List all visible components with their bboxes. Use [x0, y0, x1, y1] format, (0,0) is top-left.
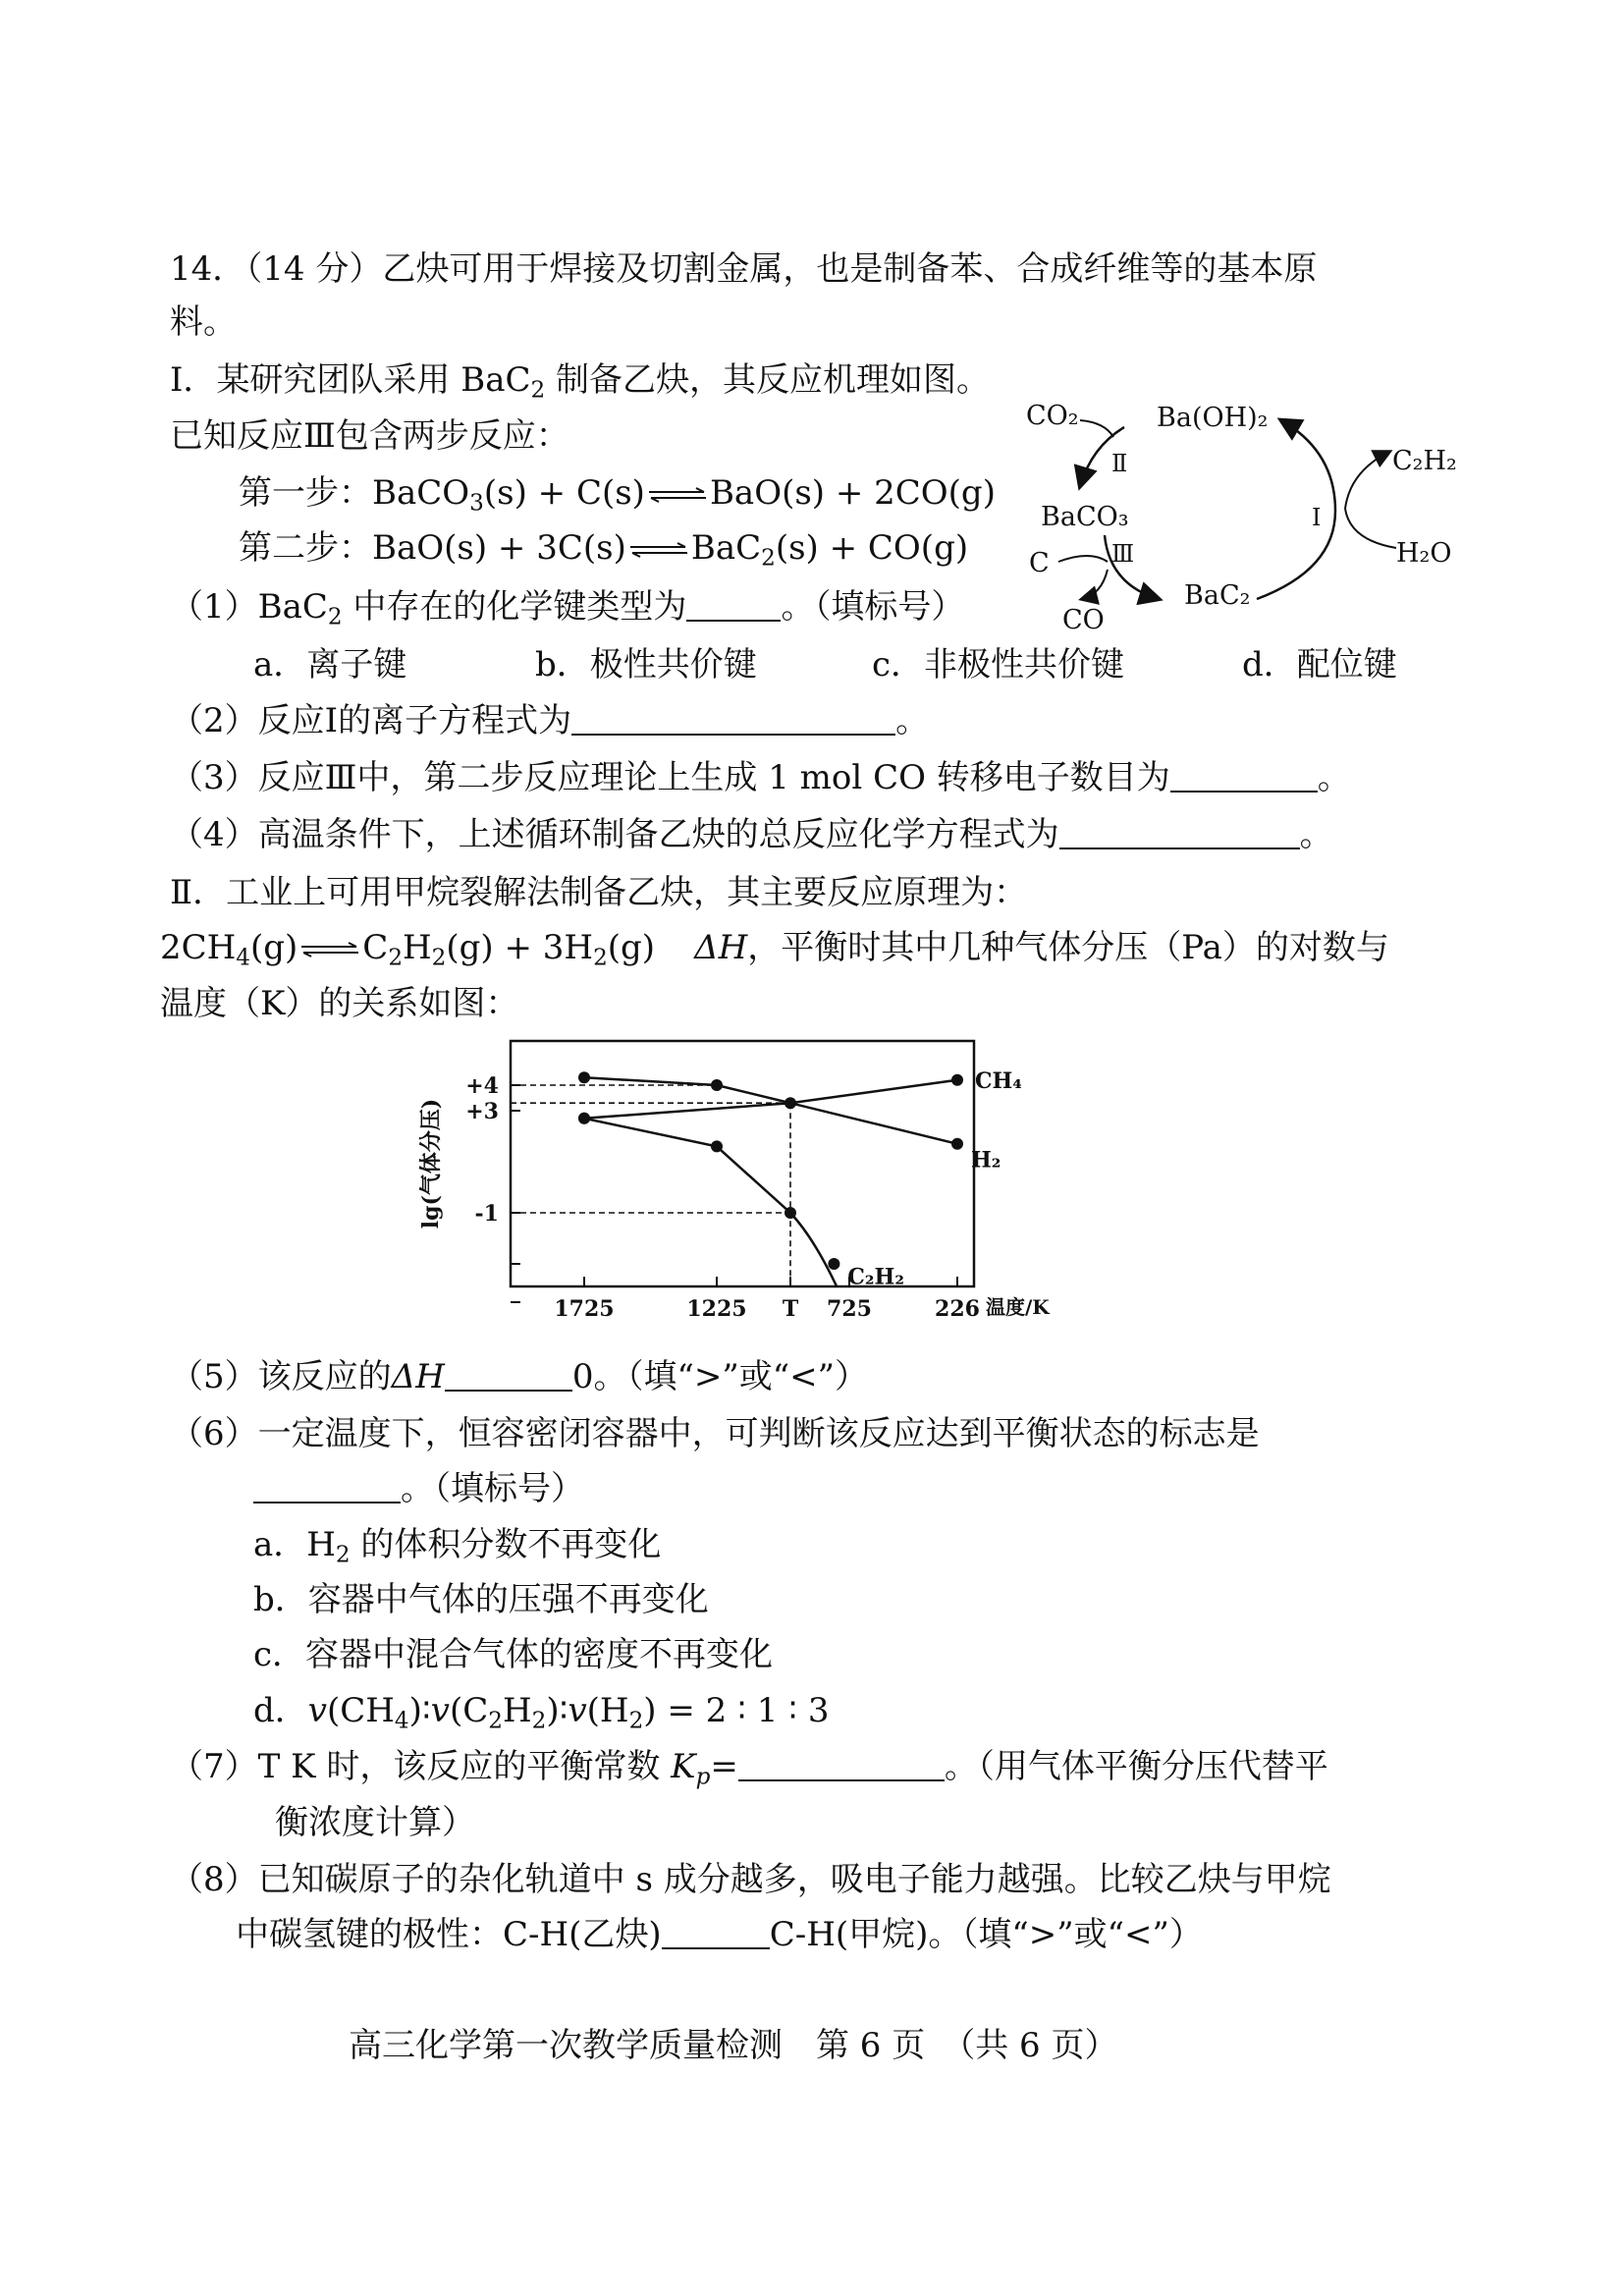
series-label-c2h2: C₂H₂	[847, 1264, 904, 1290]
x-axis-label: 温度/K	[986, 1295, 1050, 1319]
equilibrium-arrow-icon	[628, 543, 689, 557]
step1-equation: 第一步：BaCO$_3$(s) + C(s) BaO(s) + 2CO(g)	[239, 473, 996, 517]
equilibrium-arrow-icon	[299, 943, 360, 957]
roman-ii-label: Ⅱ	[1111, 450, 1128, 477]
x-tick-label: T	[782, 1296, 799, 1322]
series-line-h2	[584, 1103, 957, 1144]
q8-line1: （8）已知碳原子的杂化轨道中 s 成分越多，吸电子能力越强。比较乙炔与甲烷	[170, 1860, 1331, 1899]
series-label-ch4: CH₄	[975, 1067, 1022, 1094]
q2-line: （2）反应Ⅰ的离子方程式为 。	[170, 701, 930, 740]
q6-option-a: a．$H_2$ 的体积分数不再变化	[253, 1525, 662, 1568]
part2-line3: 温度（K）的关系如图：	[160, 984, 519, 1023]
q4-line: （4）高温条件下，上述循环制备乙炔的总反应化学方程式为 。	[170, 815, 1333, 854]
q6-blank-line: 。（填标号）	[253, 1467, 584, 1510]
x-tick-label: 725	[827, 1296, 872, 1322]
y-axis-label: lg(气体分压)	[418, 1098, 444, 1230]
partial-pressure-chart	[403, 1026, 1050, 1322]
q7-line: （7）T K 时，该反应的平衡常数 $K_p=$ 。（用气体平衡分压代替平	[170, 1747, 1328, 1790]
data-point-c2h2	[578, 1113, 590, 1124]
baoh2-label: Ba(OH)₂	[1157, 403, 1269, 433]
part2-heading: Ⅱ．工业上可用甲烷裂解法制备乙炔，其主要反应原理为：	[170, 873, 1028, 912]
h2o-label: H₂O	[1396, 538, 1452, 569]
part2-equation: $2CH_4(g) C_2H_2(g) + 3H_2(g)$ ΔH，平衡时其中几种气体分压（Pa）的对数与	[160, 928, 1389, 971]
q1-option-b: b．极性共价键	[535, 645, 757, 684]
q7-line2: 衡浓度计算）	[275, 1803, 475, 1842]
q1-option-d: d．配位键	[1242, 645, 1397, 684]
data-point-h2	[951, 1138, 963, 1150]
q1-line: （1）BaC$_2$ 中存在的化学键类型为 。（填标号）	[170, 587, 965, 630]
part1-known: 已知反应Ⅲ包含两步反应：	[170, 416, 569, 456]
x-tick-label: 1225	[686, 1296, 747, 1322]
q5-answer-blank[interactable]	[445, 1360, 572, 1392]
series-line-ch4	[584, 1077, 957, 1103]
roman-iii-label: Ⅲ	[1111, 540, 1135, 568]
q1-answer-blank[interactable]	[686, 590, 781, 622]
y-tick-label: -1	[474, 1201, 499, 1227]
q2-answer-blank[interactable]	[571, 704, 895, 736]
q4-answer-blank[interactable]	[1059, 818, 1300, 849]
q6-line: （6）一定温度下，恒容密闭容器中，可判断该反应达到平衡状态的标志是	[170, 1414, 1260, 1453]
page-footer: 高三化学第一次教学质量检测 第 6 页 （共 6 页）	[349, 2026, 1118, 2065]
bac2-label: BaC₂	[1184, 580, 1251, 611]
data-point-ch4	[711, 1079, 723, 1091]
part1-heading: Ⅰ．某研究团队采用 BaC$_2$ 制备乙炔，其反应机理如图。	[170, 360, 991, 404]
equilibrium-arrow-icon	[647, 488, 708, 502]
data-point-c2h2	[828, 1258, 839, 1270]
series-label-h2: H₂	[971, 1147, 1001, 1174]
question-number: 14．	[170, 249, 246, 289]
data-point-c2h2	[784, 1207, 796, 1219]
q8-answer-blank[interactable]	[662, 1918, 770, 1949]
question-intro-line-1: 14．（14 分）乙炔可用于焊接及切割金属，也是制备苯、合成纤维等的基本原	[170, 249, 1318, 289]
q1-option-a: a．离子键	[253, 645, 407, 684]
step-i-arrow-icon	[1257, 420, 1335, 599]
q6-option-d: d．$v(CH_4)∶v(C_2H_2)∶v(H_2) = 2$ ∶ 1 ∶ 3	[253, 1691, 830, 1734]
question-points: （14 分）	[245, 249, 383, 289]
data-point-c2h2	[711, 1140, 723, 1152]
q3-line: （3）反应Ⅲ中，第二步反应理论上生成 1 mol CO 转移电子数目为 。	[170, 758, 1351, 797]
data-point-ch4	[578, 1071, 590, 1083]
x-tick-label: 1725	[554, 1296, 615, 1322]
y-tick-label: +4	[465, 1073, 499, 1099]
x-tick-label: 226	[935, 1296, 980, 1322]
co2-label: CO₂	[1026, 401, 1079, 431]
carbon-label: C	[1029, 548, 1050, 578]
roman-i-label: Ⅰ	[1312, 504, 1322, 531]
q6-answer-blank[interactable]	[253, 1472, 401, 1503]
step2-equation: 第二步：BaO(s) + 3C(s) BaC$_2$(s) + CO(g)	[239, 528, 969, 572]
baco3-label: BaCO₃	[1041, 502, 1129, 532]
data-point-ch4	[951, 1074, 963, 1086]
q6-option-c: c．容器中混合气体的密度不再变化	[253, 1635, 774, 1674]
c2h2-label: C₂H₂	[1392, 446, 1457, 476]
co-label: CO	[1062, 605, 1105, 635]
q6-option-b: b．容器中气体的压强不再变化	[253, 1580, 709, 1619]
q3-answer-blank[interactable]	[1170, 761, 1318, 793]
q5-line: （5）该反应的ΔH 0。（填“>”或“<”）	[170, 1357, 868, 1396]
q7-answer-blank[interactable]	[738, 1750, 945, 1781]
y-tick-label: +3	[465, 1099, 499, 1124]
question-intro-line-2: 料。	[170, 302, 237, 342]
reaction-mechanism-diagram	[1011, 393, 1473, 638]
q1-option-c: c．非极性共价键	[872, 645, 1125, 684]
q8-line2: 中碳氢键的极性：C-H(乙炔) C-H(甲烷)。（填“>”或“<”）	[236, 1915, 1203, 1954]
data-point-h2	[784, 1097, 796, 1109]
